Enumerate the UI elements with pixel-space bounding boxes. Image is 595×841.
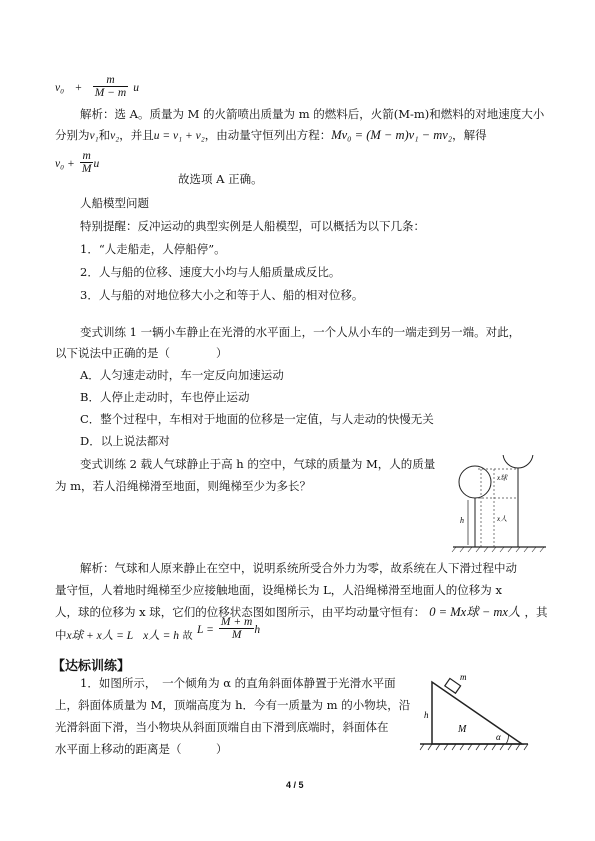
L-formula [197, 616, 260, 641]
sum-equation: x球 + x人 = L [66, 630, 134, 642]
analysis2-gu: 故 [182, 631, 193, 642]
analysis2-line4 [55, 628, 193, 644]
boat-model-item-1: 1．“人走船走，人停船停”。 [80, 242, 226, 256]
analysis1-and: 和 [98, 128, 111, 142]
M-label: M [458, 724, 467, 735]
analysis2-line1: 解析：气球和人原来静止在空中，说明系统所受合外力为零，故系统在人下滑过程中动 [80, 561, 517, 575]
L-fraction [219, 616, 254, 641]
momentum-conservation-equation: 0 = Mx球 − mx人 [429, 605, 521, 619]
u-equation: u = v₁ + v₂ [153, 130, 205, 142]
analysis1-line1: 解析：选 A。质量为 M 的火箭喷出质量为 m 的燃料后，火箭(M-m)和燃料的对地速度大小 [80, 107, 545, 121]
exercise1-option-c: C．整个过程中，车相对于地面的位移是一定值，与人走动的快慢无关 [80, 412, 434, 426]
boat-model-tip: 特别提醒：反冲运动的典型实例是人船模型，可以概括为以下几条： [80, 219, 425, 233]
L-lhs: L = [197, 624, 214, 636]
analysis2-line3-text: 人，球的位移为 x 球，它们的位移状态图如图所示，由平均动量守恒有： [55, 605, 426, 619]
analysis2-line4-text: 中 [55, 628, 67, 642]
h-label: h [460, 516, 464, 525]
exercise2-line2: 为 m，若人沿绳梯滑至地面，则绳梯至少为多长？ [55, 479, 312, 493]
practice-line4: 水平面上移动的距离是（ ） [55, 742, 228, 756]
boat-model-title: 人船模型问题 [80, 196, 149, 210]
exercise1-line1: 变式训练 1 一辆小车静止在光滑的水平面上，一个人从小车的一端走到另一端。对此， [80, 325, 521, 339]
exercise1-option-d: D．以上说法都对 [80, 434, 170, 448]
alpha-label: α [496, 732, 501, 742]
solution-v0: v₀ + [55, 158, 75, 170]
boat-model-item-3: 3．人与船的对地位移大小之和等于人、船的相对位移。 [80, 288, 364, 302]
analysis2-line3 [55, 605, 547, 619]
analysis2-line3-tail: ，其 [524, 605, 548, 619]
x-person-label: x人 [497, 515, 508, 523]
exercise1-line2: 以下说法中正确的是（ ） [55, 346, 228, 360]
analysis1-text-b: ，并且 [119, 128, 154, 142]
ground-hatch [420, 744, 528, 750]
solution-u: u [93, 158, 100, 170]
v0-symbol: v₀ [55, 82, 65, 94]
solution-numerator: m [80, 150, 94, 163]
analysis2-line2: 量守恒，人着地时绳梯至少应接触地面，设绳梯长为 L，人沿绳梯滑至地面人的位移为 x [55, 583, 502, 597]
analysis1-text-a: 分别为 [55, 128, 90, 142]
analysis1-line2 [55, 128, 487, 143]
exercise1-option-a: A．人匀速走动时，车一定反向加速运动 [80, 368, 284, 382]
analysis1-text-c: ，由动量守恒列出方程： [204, 128, 332, 142]
fraction-numerator: m [93, 74, 128, 87]
x-ball-label: x球 [497, 474, 508, 482]
solution-fraction [80, 150, 94, 175]
analysis1-text-d: ，解得 [452, 128, 487, 142]
person-displacement-equation: x人 = h [143, 630, 179, 642]
balloon-final [503, 455, 533, 468]
top-formula [55, 74, 139, 99]
plus-sign: + [75, 82, 82, 94]
practice-line1: 1．如图所示， 一个倾角为 α 的直角斜面体静置于光滑水平面 [80, 676, 396, 690]
L-denominator: M [231, 629, 242, 641]
practice-heading: 【达标训练】 [52, 659, 131, 674]
boat-model-item-2: 2．人与船的位移、速度大小均与人船质量成反比。 [80, 265, 341, 279]
angle-arc [506, 735, 509, 744]
small-block [445, 678, 461, 693]
analysis1-conclusion: 故选项 A 正确。 [178, 172, 263, 186]
page-number: 4 / 5 [286, 780, 304, 790]
fraction-denominator: M − m [94, 87, 127, 99]
balloon-initial [459, 466, 491, 498]
L-numerator: M + m [220, 616, 253, 628]
incline-block [432, 682, 522, 744]
incline-diagram [418, 668, 530, 752]
exercise2-line1: 变式训练 2 载人气球静止于高 h 的空中，气球的质量为 M，人的质量 [80, 457, 436, 471]
exercise1-option-b: B．人停止走动时，车也停止运动 [80, 390, 250, 404]
solution-denominator: M [81, 163, 92, 175]
fraction-m-over-M-minus-m [93, 74, 128, 99]
h-label: h [424, 710, 429, 720]
v1-symbol: v₁ [89, 130, 99, 142]
u-symbol: u [133, 82, 140, 94]
m-label: m [460, 672, 467, 682]
practice-line3: 光滑斜面下滑，当小物块从斜面顶端自由下滑到底端时，斜面体在 [55, 720, 389, 734]
balloon-diagram [448, 455, 548, 555]
ground-hatch [452, 547, 544, 552]
practice-line2: 上，斜面体质量为 M，顶端高度为 h．今有一质量为 m 的小物块，沿 [55, 698, 411, 712]
solution-formula [55, 150, 99, 175]
v2-symbol: v₂ [110, 130, 120, 142]
momentum-equation: Mv₀ = (M − m)v₁ − mv₂ [331, 128, 453, 142]
L-h: h [254, 624, 261, 636]
